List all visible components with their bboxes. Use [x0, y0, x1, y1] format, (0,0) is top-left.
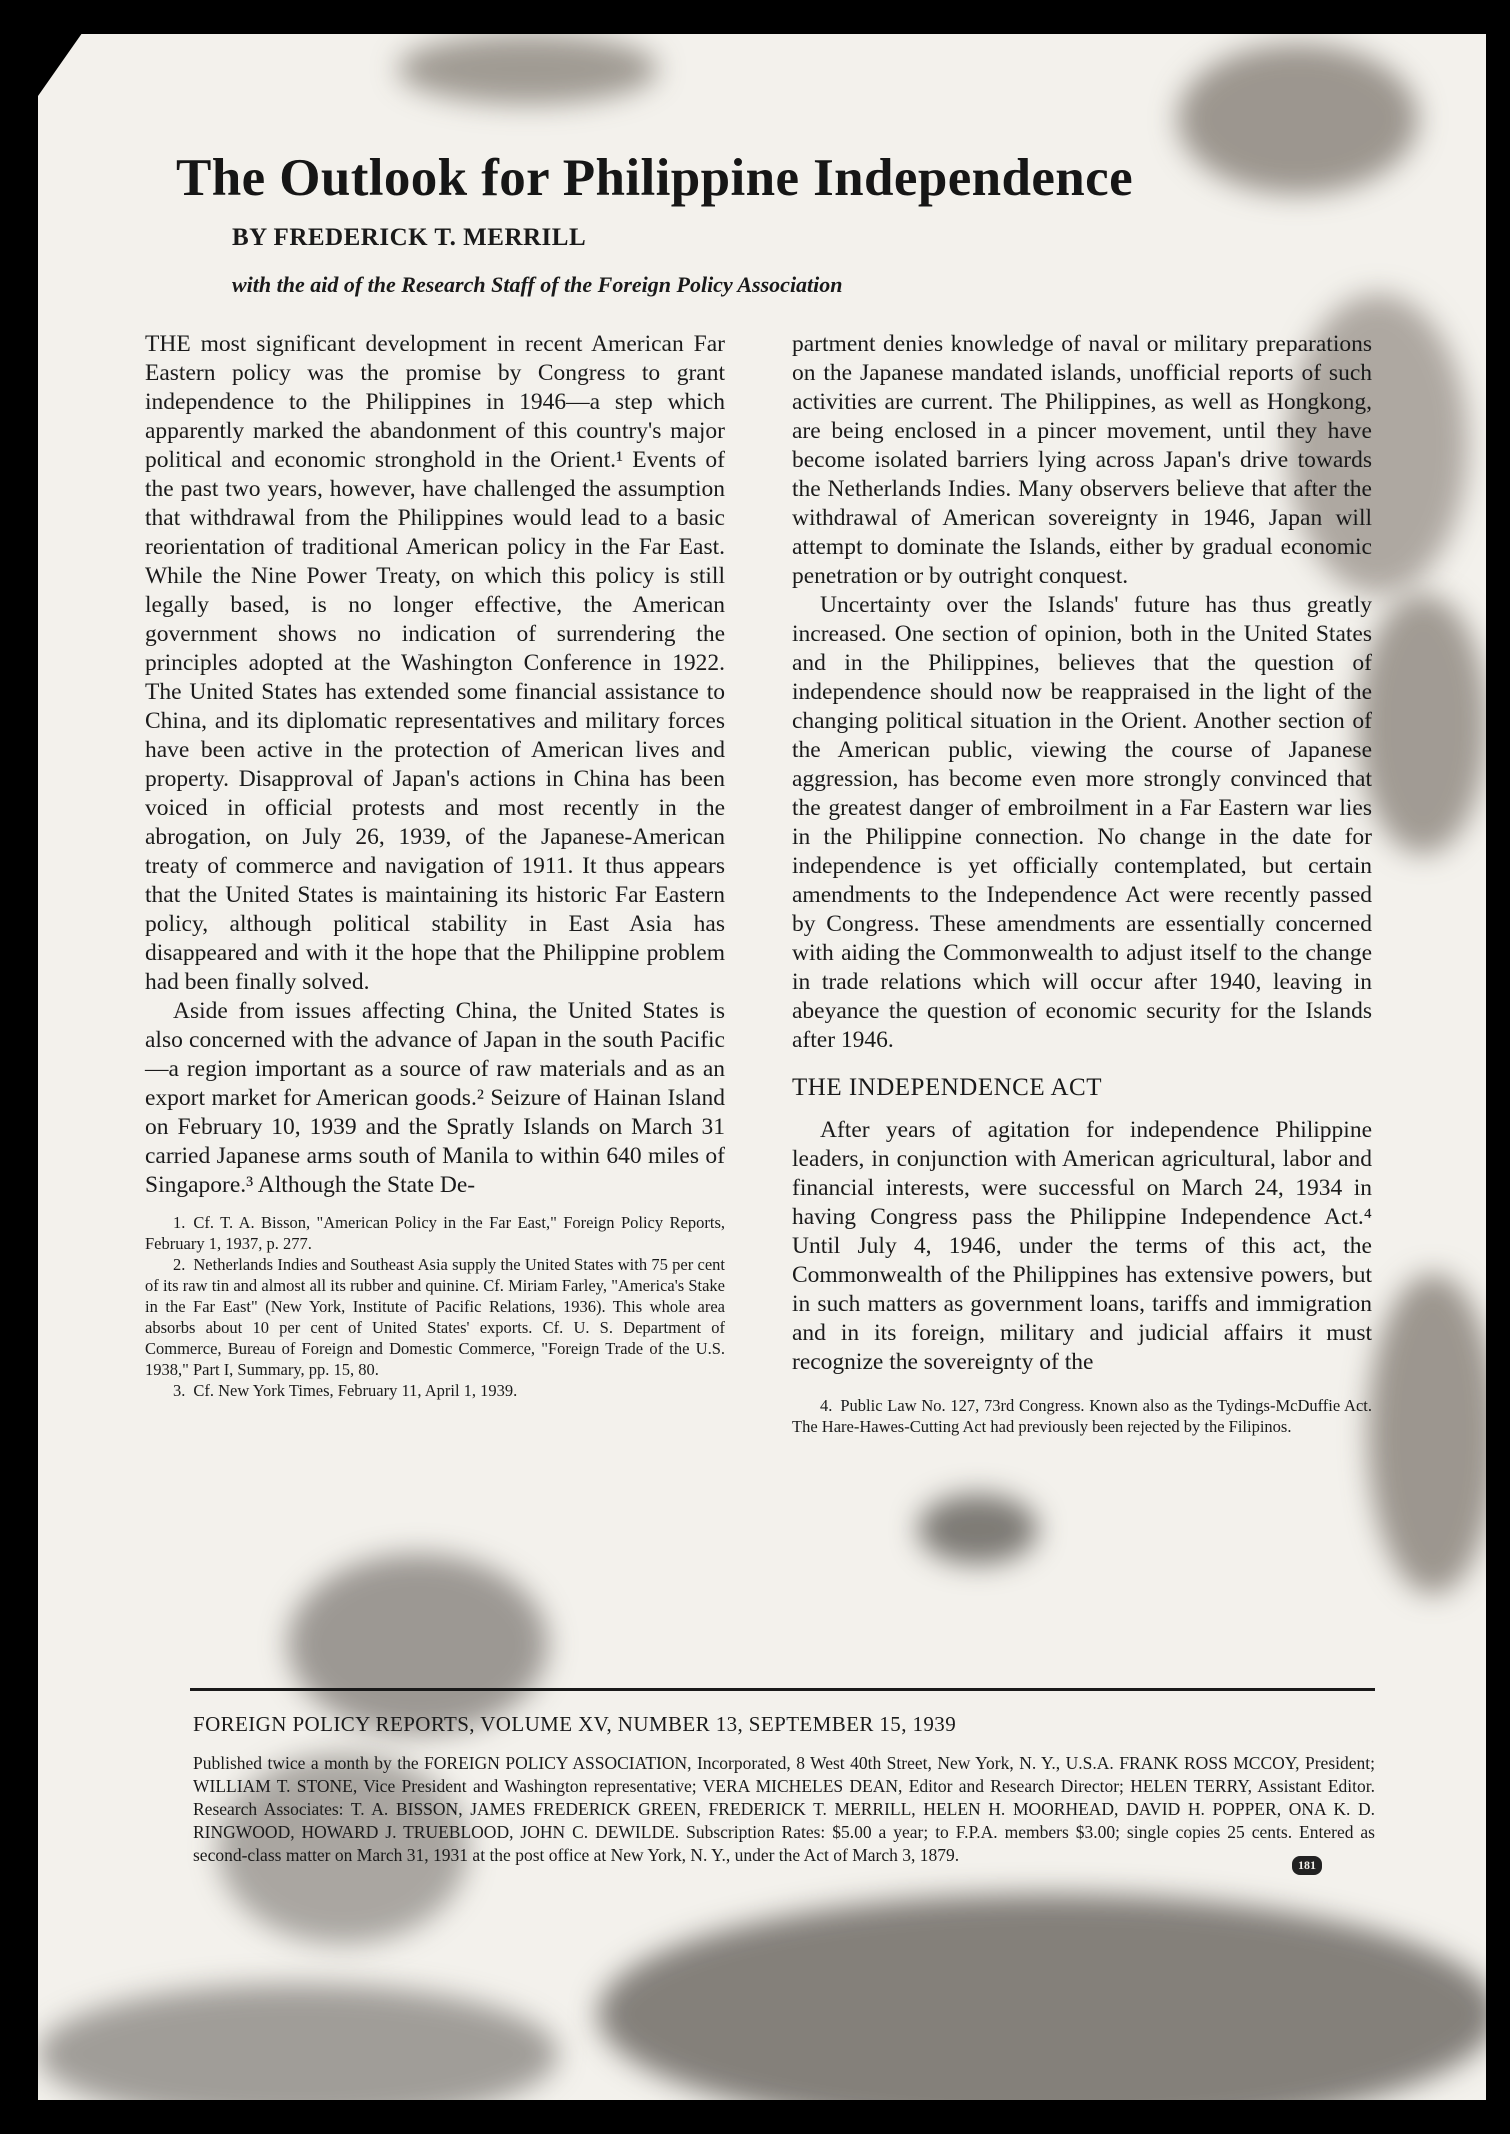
footnote — [145, 1380, 725, 1401]
footnote-text: Cf. T. A. Bisson, "American Policy in the Far East," Foreign Policy Reports, February 1, 1937, p. 277. — [145, 1213, 725, 1253]
paragraph: THE most significant development in recent American Far Eastern policy was the promise by Congress to grant independence to the Philippines in 1946—a step which apparently marked the abandonment of this country's major political and economic stronghold in the Orient.¹ Events of the past two years, however, have challenged the assumption that withdrawal from the Philippines would lead to a basic reorientation of traditional American policy in the Far East. While the Nine Power Treaty, on which this policy is still legally based, is no longer effective, the American government shows no indication of surrendering the principles adopted at the Washington Conference in 1922. The United States has extended some financial assistance to China, and its diplomatic representatives and military forces have been active in the protection of American lives and property. Disapproval of Japan's actions in China has been voiced in official protests and most recently in the abrogation, on July 26, 1939, of the Japanese-American treaty of commerce and navigation of 1911. It thus appears that the United States is maintaining its historic Far Eastern policy, although political stability in East Asia has disappeared and with it the hope that the Philippine problem had been finally solved. — [145, 331, 725, 995]
footnotes-right — [792, 1395, 1372, 1437]
ink-stain — [1358, 594, 1488, 854]
paragraph: Aside from issues affecting China, the United States is also concerned with the advance of Japan in the south Pacific—a region important as a source of raw materials and as an export market for American goods.² Seizure of Hainan Island on February 10, 1939 and the Spratly Islands on March 31 carried Japanese arms south of Manila to within 640 miles of Singapore.³ Although the State De- — [145, 998, 725, 1198]
divider-rule — [190, 1688, 1375, 1691]
footnote-text: Cf. New York Times, February 11, April 1, 1939. — [193, 1381, 518, 1400]
footnote-number: 3. — [173, 1381, 186, 1400]
footnotes-left — [145, 1212, 725, 1401]
paragraph: Uncertainty over the Islands' future has thus greatly increased. One section of opinion, both in the United States and in the Philippines, believes that the question of independence should now be reappraised in the light of the changing political situation in the Orient. Another section of the American public, viewing the course of Japanese aggression, has become even more strongly convinced that the greatest danger of embroilment in a Far Eastern war lies in the Philippine connection. No change in the date for independence is yet officially contemplated, but certain amendments to the Independence Act were recently passed by Congress. These amendments are essentially concerned with aiding the Commonwealth to adjust itself to the change in trade relations which will occur after 1940, leaving in abeyance the question of economic security for the Islands after 1946. — [792, 592, 1372, 1053]
publication-info: Published twice a month by the FOREIGN POLICY ASSOCIATION, Incorporated, 8 West 40th Street, New York, N. Y., U.S.A. FRANK ROSS MCCOY, President; WILLIAM T. STONE, Vice President and Washington representative; VERA MICHELES DEAN, Editor and Research Director; HELEN TERRY, Assistant Editor. Research Associates: T. A. BISSON, JAMES FREDERICK GREEN, FREDERICK T. MERRILL, HELEN H. MOORHEAD, DAVID H. POPPER, ONA K. D. RINGWOOD, HOWARD J. TRUEBLOOD, JOHN C. DEWILDE. Subscription Rates: $5.00 a year; to F.P.A. members $3.00; single copies 25 cents. Entered as second-class matter on March 31, 1931 at the post office at New York, N. Y., under the Act of March 3, 1879. — [193, 1753, 1375, 1865]
paragraph: partment denies knowledge of naval or military preparations on the Japanese mandated islands, unofficial reports of such activities are current. The Philippines, as well as Hongkong, are being enclosed in a pincer movement, until they have become isolated barriers lying across Japan's drive towards the Netherlands Indies. Many observers believe that after the withdrawal of American sovereignty in 1946, Japan will attempt to dominate the Islands, either by gradual economic penetration or by outright conquest. — [792, 331, 1372, 589]
footnote-number: 4. — [820, 1396, 833, 1415]
ink-stain — [918, 1494, 1038, 1564]
article-byline: BY FREDERICK T. MERRILL — [232, 224, 587, 251]
section-heading: THE INDEPENDENCE ACT — [792, 1074, 1102, 1101]
ink-stain — [1368, 1274, 1498, 1594]
footnote-number: 1. — [173, 1213, 186, 1232]
footnote — [145, 1254, 725, 1380]
footnote-number: 2. — [173, 1255, 186, 1274]
footnote — [145, 1212, 725, 1254]
footnote-text: Public Law No. 127, 73rd Congress. Known also as the Tydings-McDuffie Act. The Hare-Hawes-Cutting Act had previously been rejected by the Filipinos. — [792, 1396, 1372, 1436]
footnote-text: Netherlands Indies and Southeast Asia supply the United States with 75 per cent of its raw tin and almost all its rubber and quinine. Cf. Miriam Farley, "America's Stake in the Far East" (New York, Institute of Pacific Relations, 1936). This whole area absorbs about 10 per cent of United States' exports. Cf. U. S. Department of Commerce, Bureau of Foreign and Domestic Commerce, "Foreign Trade of the U.S. 1938," Part I, Summary, pp. 15, 80. — [145, 1255, 725, 1379]
ink-stain — [398, 34, 658, 104]
article-title: The Outlook for Philippine Independence — [176, 149, 1134, 207]
article-aid-line: with the aid of the Research Staff of the Foreign Policy Association — [232, 272, 843, 297]
footnote — [792, 1395, 1372, 1437]
ink-stain — [288, 1554, 548, 1734]
ink-stain — [598, 1894, 1498, 2134]
paragraph: After years of agitation for independence Philippine leaders, in conjunction with American agricultural, labor and financial interests, were successful on March 24, 1934 in having Congress pass the Philippine Independence Act.⁴ Until July 4, 1946, under the terms of this act, the Commonwealth of the Philippines has extensive powers, but in such matters as government loans, tariffs and immigration and in its foreign, military and judicial affairs it must recognize the sovereignty of the — [792, 1117, 1372, 1375]
union-label-icon: 181 — [1292, 1856, 1322, 1875]
masthead-line: FOREIGN POLICY REPORTS, VOLUME XV, NUMBER 13, SEPTEMBER 15, 1939 — [193, 1712, 957, 1736]
right-column — [792, 330, 1372, 1437]
left-column — [145, 330, 725, 1401]
ink-stain — [38, 1984, 558, 2124]
